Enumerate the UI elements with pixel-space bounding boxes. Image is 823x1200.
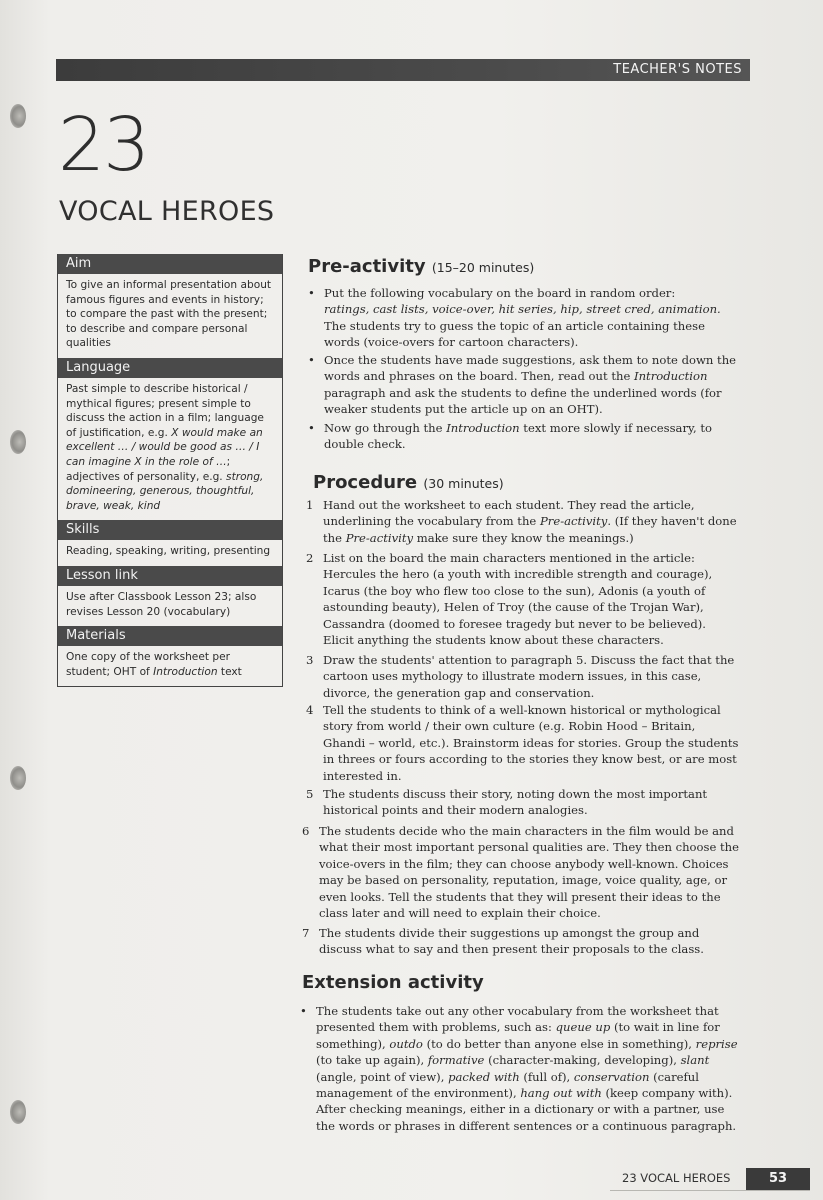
header-bar	[56, 59, 750, 81]
list-item: 7 The students divide their suggestions up amongst the group and discuss what to say and then present their proposals to the class.	[302, 926, 704, 957]
binder-hole	[10, 1100, 26, 1124]
language-heading: Language	[58, 358, 282, 378]
header-label: TEACHER'S NOTES	[613, 62, 742, 77]
extension-heading: Extension activity	[302, 972, 484, 993]
lesson-number: 23	[58, 102, 149, 188]
lesson-link-text: Use after Classbook Lesson 23; also revises Lesson 20 (vocabulary)	[66, 590, 257, 618]
list-item: 4 Tell the students to think of a well-known historical or mythological story from world / their own culture (e.g. Robin Hood – Britain, Ghandi – world, etc.). Brainstorm ideas for stories. Group the students in threes or fours according to the stories they know best, or are most interested in.	[306, 703, 739, 783]
binder-hole	[10, 104, 26, 128]
lesson-title: VOCAL HEROES	[59, 196, 275, 227]
footer-label: 23 VOCAL HEROES	[622, 1171, 731, 1185]
list-item: • Now go through the Introduction text more slowly if necessary, to double check.	[308, 421, 713, 452]
pre-activity-heading: Pre-activity (15–20 minutes)	[308, 256, 535, 277]
list-item: 2 List on the board the main characters mentioned in the article: Hercules the hero (a youth with incredible strength and courage), Icarus (the boy who flew too close to the sun), Adonis (a youth of astounding beauty), Helen of Troy (the cause of the Trojan War), Cassandra (doomed to foresee tragedy but never to be believed). Elicit anything the students know about these characters.	[306, 551, 713, 648]
list-item: • The students take out any other vocabulary from the worksheet that presented them with problems, such as: queue up (to wait in line for something), outdo (to do better than anyone else in something), reprise (to take up again), formative (character-making, developing), slant (angle, point of view), packed with (full of), conservation (careful management of the environment), hang out with (keep company with). After checking meanings, either in a dictionary or with a partner, use the words or phrases in different sentences or a continuous paragraph.	[300, 1004, 738, 1133]
list-item: 6 The students decide who the main characters in the film would be and what their most important personal qualities are. They then choose the voice-overs in the film; they can choose anybody well-known. Choices may be based on personality, reputation, image, voice quality, age, or even looks. Tell the students that they will present their ideas to the class later and will need to explain their choice.	[302, 824, 739, 921]
footer-divider	[610, 1190, 810, 1191]
list-item: 1 Hand out the worksheet to each student. They read the article, underlining the vocabulary from the Pre-activity. (If they haven't done the Pre-activity make sure they know the meanings.)	[306, 498, 737, 545]
aim-text: To give an informal presentation about famous figures and events in history; to compare the past with the present; to describe and compare personal qualities	[66, 279, 272, 350]
binder-hole	[10, 766, 26, 790]
list-item: • Put the following vocabulary on the board in random order: ratings, cast lists, voice-over, hit series, hip, street cred, animation. The students try to guess the topic of an article containing these words (voice-overs for cartoon characters).	[308, 286, 721, 350]
skills-text: Reading, speaking, writing, presenting	[66, 545, 271, 558]
materials-heading: Materials	[58, 626, 282, 646]
materials-text: One copy of the worksheet per student; OHT of Introduction text	[66, 651, 242, 678]
language-text: Past simple to describe historical / mythical figures; present simple to discuss the action in a film; language of justification, e.g. X would make an excellent … / would be good as … / I can imagine X in the role of …; adjectives of personality, e.g. strong, domineering, generous, thoughtful, brave, weak, kind	[66, 382, 264, 512]
aim-heading: Aim	[58, 254, 282, 274]
page-number: 53	[746, 1168, 810, 1190]
lesson-link-heading: Lesson link	[58, 566, 282, 586]
procedure-heading: Procedure (30 minutes)	[313, 472, 504, 493]
list-item: 5 The students discuss their story, noting down the most important historical points and their modern analogies.	[306, 787, 708, 818]
binder-hole	[10, 430, 26, 454]
skills-heading: Skills	[58, 520, 282, 540]
list-item: • Once the students have made suggestions, ask them to note down the words and phrases on the board. Then, read out the Introduction paragraph and ask the students to define the underlined words (for weaker students put the article up on an OHT).	[308, 353, 737, 417]
sidebar	[57, 254, 283, 687]
list-item: 3 Draw the students' attention to paragraph 5. Discuss the fact that the cartoon uses mythology to illustrate modern issues, in this case, divorce, the generation gap and conservation.	[306, 653, 735, 700]
